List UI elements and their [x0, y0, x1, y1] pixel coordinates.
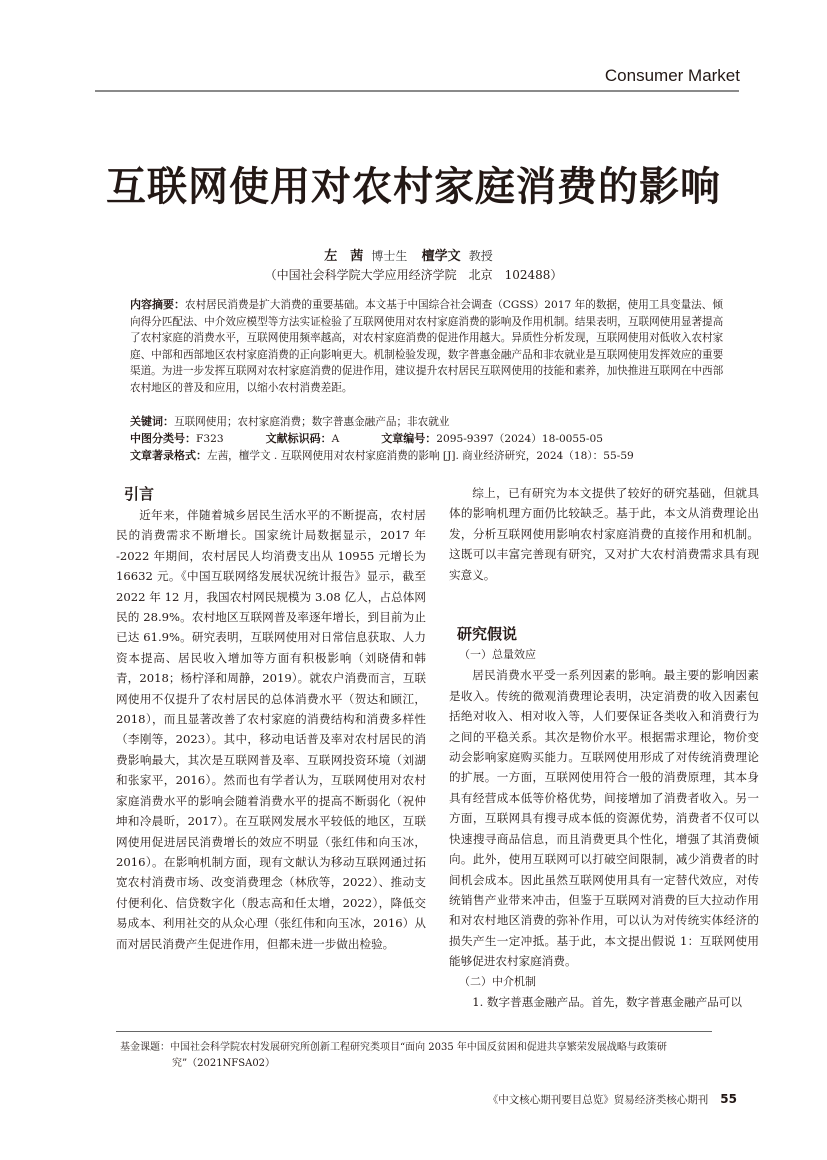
funding-text-continued: 究”（2021NFSA02）	[172, 1058, 276, 1069]
author-role: 博士生	[371, 249, 408, 263]
column-left	[116, 483, 426, 954]
header-rule	[95, 90, 739, 92]
section-label: Consumer Market	[604, 66, 740, 85]
author-name: 左 茜	[324, 249, 364, 264]
classification-row	[130, 431, 724, 448]
doc-code-label: 文献标识码：	[265, 432, 332, 445]
footnote-rule	[116, 1031, 712, 1032]
paragraph: 综上，已有研究为本文提供了较好的研究基础，但就具体的影响机理方面仍比较缺乏。基于此，本文从消费理论出发，分析互联网使用影响农村家庭消费的直接作用和机制。这既可以丰富完善现有研究，又对扩大农村消费需求具有现实意义。	[449, 486, 759, 582]
paragraph: 近年来，伴随着城乡居民生活水平的不断提高，农村居民的消费需求不断增长。国家统计局数据显示，2017 年 -2022 年期间，农村居民人均消费支出从 10955 元增长为 16632 元。《中国互联网络发展状况统计报告》显示，截至 2022 年 12 月，我国农村网民规模为 3.08 亿人，占总体网民的 28.9%。农村地区互联网普及率逐年增长，到目前为止已达 61.9%。研究表明，互联网使用对日常信息获取、人力资本提高、居民收入增加等方面有积极影响（刘晓倩和韩青，2018；杨柠泽和周静，2019）。就农户消费而言，互联网使用不仅提升了农村居民的总体消费水平（贺达和顾江，2018），而且显著改善了农村家庭的消费结构和消费多样性（李刚等，2023）。其中，移动电话普及率对农村居民的消费影响最大，其次是互联网普及率、互联网投资环境（刘湖和张家平，2016）。然而也有学者认为，互联网使用对农村家庭消费水平的影响会随着消费水平的提高不断弱化（祝仲坤和冷晨昕，2017）。在互联网发展水平较低的地区，互联网使用促进居民消费增长的效应不明显（张红伟和向玉冰，2016）。在影响机制方面，现有文献认为移动互联网通过拓宽农村消费市场、改变消费理念（林欣等，2022）、推动支付便利化、信贷数字化（殷志高和任太增，2022），降低交易成本、利用社交的从众心理（张红伟和向玉冰，2016）从而对居民消费产生促进作用，但都未进一步做出检验。	[116, 508, 426, 951]
doc-code-value: A	[331, 433, 340, 445]
funding-label: 基金课题：	[120, 1042, 170, 1053]
subheading-mediation: （二）中介机制	[459, 974, 536, 988]
page-number: 55	[720, 1092, 737, 1106]
paragraph: 居民消费水平受一系列因素的影响。最主要的影响因素是收入。传统的微观消费理论表明，决定消费的收入因素包括绝对收入、相对收入等，人们要保证各类收入和消费行为之间的平稳关系。其次是物价水平。根据需求理论，物价变动会影响家庭购买能力。互联网使用形成了对传统消费理论的扩展。一方面，互联网使用符合一般的消费原理，其本身具有经营成本低等价格优势，间接增加了消费者收入。另一方面，互联网具有搜寻成本低的资源优势，消费者不仅可以快速搜寻商品信息，而且消费更具个性化，增强了其消费倾向。此外，使用互联网可以打破空间限制，减少消费者的时间机会成本。因此虽然互联网使用具有一定替代效应，对传统销售产业带来冲击，但鉴于互联网对消费的巨大拉动作用和对农村地区消费的弥补作用，可以认为对传统实体经济的损失产生一定冲抵。基于此，本文提出假说 1：互联网使用能够促进农村家庭消费。	[449, 668, 759, 969]
clc-label: 中图分类号：	[130, 432, 196, 445]
citation-label: 文章著录格式：	[130, 449, 207, 462]
article-no-label: 文章编号：	[381, 432, 437, 445]
abstract-text: 农村居民消费是扩大消费的重要基础。本文基于中国综合社会调查（CGSS）2017 年的数据，使用工具变量法、倾向得分匹配法、中介效应模型等方法实证检验了互联网使用对农村家庭消费的影响及作用机制。结果表明，互联网使用显著提高了农村家庭的消费水平，互联网使用频率越高，对农村家庭消费的促进作用越大。异质性分析发现，互联网使用对低收入农村家庭、中部和西部地区农村家庭消费的正向影响更大。机制检验发现，数字普惠金融产品和非农就业是互联网使用发挥效应的重要渠道。为进一步发挥互联网对农村家庭消费的促进作用，建议提升农村居民互联网使用的技能和素养，加快推进互联网在中西部农村地区的普及和应用，以缩小农村消费差距。	[130, 299, 724, 394]
author-name: 檀学文	[421, 249, 461, 264]
citation-text: 左茜，檀学文 . 互联网使用对农村家庭消费的影响 [J]. 商业经济研究，2024（18）：55-59	[207, 450, 634, 462]
page-footer	[488, 1092, 737, 1107]
abstract	[130, 297, 724, 396]
journal-note: 《中文核心期刊要目总览》贸易经济类核心期刊	[487, 1094, 709, 1106]
keywords-text: 互联网使用；农村家庭消费；数字普惠金融产品；非农就业	[174, 416, 450, 428]
article-title: 互联网使用对农村家庭消费的影响	[106, 163, 721, 210]
author-line	[0, 245, 827, 264]
affiliation: （中国社会科学院大学应用经济学院 北京 102488）	[264, 268, 563, 282]
paragraph: 1. 数字普惠金融产品。首先，数字普惠金融产品可以	[472, 994, 742, 1009]
funding-note	[120, 1040, 720, 1072]
article-no-value: 2095-9397（2024）18-0055-05	[436, 433, 603, 445]
abstract-label: 内容摘要：	[130, 298, 185, 311]
keywords	[130, 414, 724, 431]
funding-text: 中国社会科学院农村发展研究所创新工程研究类项目“面向 2035 年中国反贫困和促进共享繁荣发展战略与政策研	[170, 1042, 667, 1053]
citation-format	[130, 448, 724, 465]
column-right	[449, 483, 759, 1012]
running-header	[0, 66, 740, 90]
subheading-total-effect: （一）总量效应	[459, 648, 536, 662]
section-heading-hypotheses: 研究假说	[457, 625, 518, 644]
author-role: 教授	[468, 249, 493, 263]
spacer	[449, 585, 759, 623]
clc-value: F323	[196, 433, 224, 445]
section-heading-intro: 引言	[124, 485, 155, 503]
keywords-label: 关键词：	[130, 415, 174, 428]
